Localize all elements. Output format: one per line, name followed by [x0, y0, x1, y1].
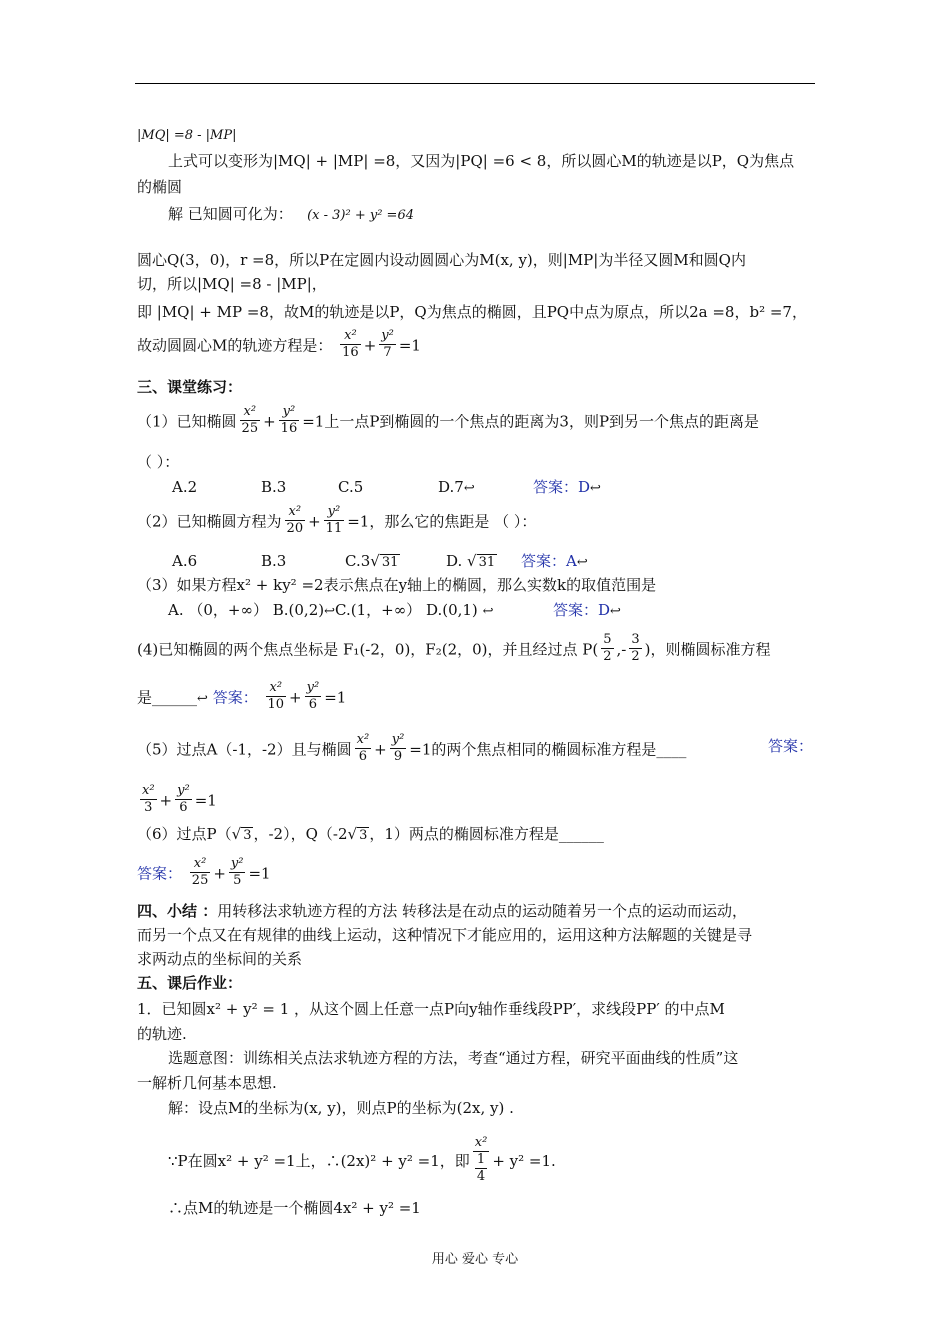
section-heading: 三、课堂练习：	[137, 378, 243, 396]
option-a: A.6	[172, 552, 198, 570]
text-line: 选题意图：训练相关点法求轨迹方程的方法，考查“通过方程，研究平面曲线的性质”这	[168, 1049, 739, 1067]
return-arrow-icon: ↩	[197, 691, 208, 707]
text-line: ∴点M的轨迹是一个椭圆4x² + y² =1	[168, 1199, 421, 1217]
text-line: 上式可以变形为|MQ| + |MP| =8，又因为|PQ| =6 < 8，所以圆心M的轨迹是以P，Q为焦点	[168, 152, 795, 170]
answer: 答案：	[768, 737, 814, 755]
fraction: $\frac{\text{y²}}{6}$	[177, 783, 190, 815]
fraction: $\frac{\text{y²}}{5}$	[230, 856, 244, 888]
text-line: 解 已知圆可化为： (x - 3)² + y² =64	[168, 205, 414, 223]
summary-line: 四、小结 ：用转移法求轨迹方程的方法 转移法是在动点的运动随着另一个点的运动而运动，	[137, 902, 748, 920]
fraction: $\frac{\text{x²}}{25}$	[241, 404, 259, 436]
fraction: $\frac{\text{x²}}{16}$	[342, 328, 359, 360]
option-c: C.3√ 31	[345, 552, 399, 570]
fraction: $\frac{\text{x²}}{6}$	[356, 732, 370, 764]
text-line: ∵P在圆x² + y² =1上，∴(2x)² + y² =1，即 $\frac{\text{x²}}{\frac{1}{4}}$ + y² =1.	[168, 1135, 556, 1184]
fraction: $\frac{3}{2}$	[631, 632, 640, 664]
question-line: （6）过点P（√ 3 ，-2），Q（-2√ 3 ，1）两点的椭圆标准方程是______	[137, 825, 604, 843]
homework-line: 1．已知圆x² + y² = 1 ，从这个圆上任意一点P向y轴作垂线段PP′，求线段PP′ 的中点M	[137, 1000, 725, 1018]
fraction: $\frac{\text{x²}}{\frac{1}{4}}$	[474, 1135, 488, 1184]
option-c: C.5	[338, 478, 364, 496]
text-line: 圆心Q(3，0)，r =8，所以P在定圆内设动圆圆心为M(x, y)，则|MP|为半径又圆M和圆Q内	[137, 251, 746, 269]
header-rule	[135, 83, 815, 84]
text-line: 而另一个点又在有规律的曲线上运动，这种情况下才能应用的，运用这种方法解题的关键是寻	[137, 926, 753, 944]
return-arrow-icon: ↩	[463, 481, 475, 496]
fraction: $\frac{\text{y²}}{11}$	[325, 504, 343, 536]
text-line: 即 |MQ| + MP =8，故M的轨迹是以P，Q为焦点的椭圆，且PQ中点为原点，所以2a =8，b² =7，	[137, 303, 807, 321]
fraction: $\frac{\text{x²}}{25}$	[191, 856, 209, 888]
option-b: B.3	[261, 478, 287, 496]
options-line: A. （0，+∞） B.(0,2)↩C.(1，+∞） D.(0,1) ↩	[168, 601, 494, 619]
text-line: 的轨迹.	[137, 1025, 187, 1043]
answer: 答案：A↩	[521, 552, 588, 570]
return-arrow-icon: ↩	[576, 555, 588, 570]
question-line: （2）已知椭圆方程为 $\frac{\text{x²}}{20}$ + $\frac{\text{y²}}{11}$ =1，那么它的焦距是 （ ）：	[137, 504, 537, 536]
fraction: $\frac{\text{x²}}{10}$	[267, 680, 285, 712]
text-line: 的椭圆	[137, 178, 183, 196]
text-line: 故动圆圆心M的轨迹方程是： $\frac{\text{x²}}{16}$ + $\frac{\text{y²}}{7}$ =1	[137, 328, 421, 360]
text-line: 解：设点M的坐标为(x, y)，则点P的坐标为(2x, y) .	[168, 1099, 514, 1117]
section-heading: 五、课后作业：	[137, 974, 243, 992]
option-d: D.7↩	[438, 478, 475, 496]
text-line: 切，所以|MQ| =8 - |MP|，	[137, 275, 327, 293]
question-line: 是______↩ 答案： $\frac{\text{x²}}{10}$ + $\frac{\text{y²}}{6}$ =1	[137, 680, 347, 712]
return-arrow-icon: ↩	[324, 604, 336, 619]
return-arrow-icon: ↩	[482, 604, 494, 619]
fraction: $\frac{\text{x²}}{20}$	[286, 504, 304, 536]
question-line: (4)已知椭圆的两个焦点坐标是 F₁(-2，0)，F₂(2，0)，并且经过点 P( $\frac{5}{2}$ ,- $\frac{3}{2}$ )，则椭圆标准方程	[137, 632, 771, 664]
page-footer: 用心 爱心 专心	[431, 1252, 519, 1267]
fraction: $\frac{\text{y²}}{9}$	[391, 732, 405, 764]
option-d: D. √ 31	[446, 552, 496, 570]
return-arrow-icon: ↩	[590, 481, 601, 496]
answer-line: 答案： $\frac{\text{x²}}{25}$ + $\frac{\text{y²}}{5}$ =1	[137, 856, 271, 888]
fraction: $\frac{\text{x²}}{3}$	[142, 783, 155, 815]
answer: 答案：	[137, 864, 183, 883]
text-line: （ ）：	[137, 453, 180, 471]
option-a: A.2	[172, 478, 198, 496]
fraction: $\frac{5}{2}$	[603, 632, 612, 664]
answer: 答案：D↩	[553, 601, 621, 619]
answer: 答案：D↩	[533, 478, 601, 496]
return-arrow-icon: ↩	[610, 604, 621, 619]
question-line: （3）如果方程x² + ky² =2表示焦点在y轴上的椭圆，那么实数k的取值范围是	[137, 576, 657, 594]
question-line: （5）过点A（-1，-2）且与椭圆 $\frac{\text{x²}}{6}$ + $\frac{\text{y²}}{9}$ =1的两个焦点相同的椭圆标准方程是____	[137, 732, 687, 764]
option-b: B.3	[261, 552, 287, 570]
answer: 答案：	[212, 688, 258, 707]
text-line: |MQ| =8 - |MP|	[137, 128, 237, 143]
text-line: 求两动点的坐标间的关系	[137, 950, 303, 968]
fraction: $\frac{\text{y²}}{16}$	[280, 404, 298, 436]
fraction: $\frac{\text{y²}}{6}$	[306, 680, 320, 712]
fraction: $\frac{\text{y²}}{7}$	[381, 328, 394, 360]
text-line: 一解析几何基本思想.	[137, 1074, 277, 1092]
question-line: （1）已知椭圆 $\frac{\text{x²}}{25}$ + $\frac{\text{y²}}{16}$ =1上一点P到椭圆的一个焦点的距离为3，则P到另一个焦点的距离是	[137, 404, 760, 436]
answer-formula: $\frac{\text{x²}}{3}$ + $\frac{\text{y²}}{6}$ =1	[142, 783, 217, 815]
